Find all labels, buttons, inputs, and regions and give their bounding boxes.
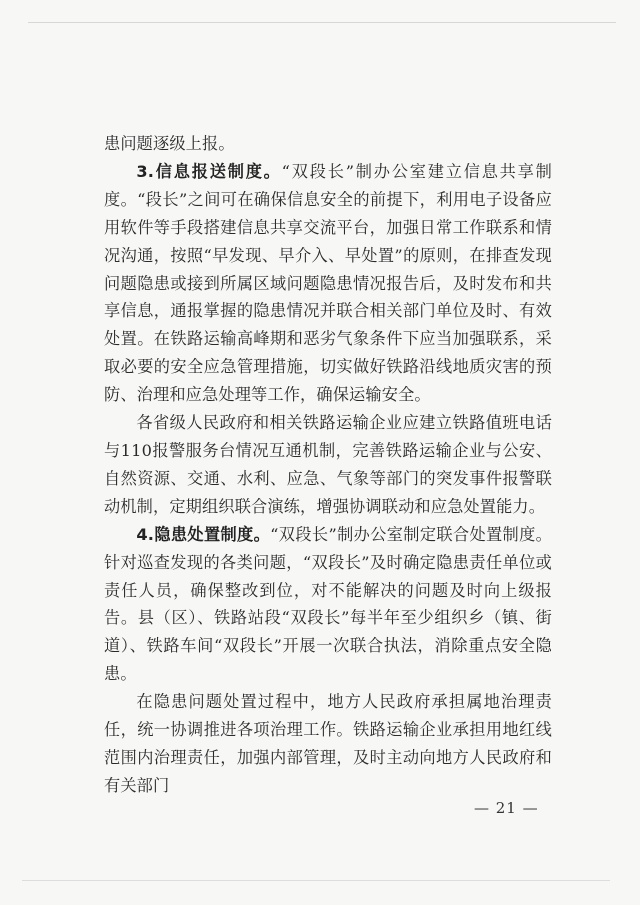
paragraph-4 xyxy=(104,521,552,688)
paragraph-1-text: 患问题逐级上报。 xyxy=(104,134,235,153)
paragraph-3 xyxy=(104,409,552,521)
paragraph-2-text: “双段长”制办公室建立信息共享制度。“段长”之间可在确保信息安全的前提下，利用电子设备应用软件等手段搭建信息共享交流平台，加强日常工作联系和情况沟通，按照“早发现、早介入、早处置”的原则，在排查发现问题隐患或接到所属区域问题隐患情况报告后，及时发布和共享信息，通报掌握的隐患情况并联合相关部门单位及时、有效处置。在铁路运输高峰期和恶劣气象条件下应当加强联系，采取必要的安全应急管理措施，切实做好铁路沿线地质灾害的预防、治理和应急处理等工作，确保运输安全。 xyxy=(104,161,552,405)
scan-edge-top xyxy=(28,22,616,23)
document-body xyxy=(104,130,552,800)
paragraph-1 xyxy=(104,130,552,158)
section-heading-3: 3.信息报送制度。 xyxy=(136,161,282,181)
paragraph-4-text: “双段长”制办公室制定联合处置制度。针对巡查发现的各类问题，“双段长”及时确定隐患责任单位或责任人员，确保整改到位，对不能解决的问题及时向上级报告。县（区）、铁路站段“双段长”每半年至少组织乡（镇、街道）、铁路车间“双段长”开展一次联合执法，消除重点安全隐患。 xyxy=(104,524,552,684)
scan-edge-bottom xyxy=(22,880,610,881)
page-number: — 21 — xyxy=(474,799,539,817)
paragraph-5 xyxy=(104,688,552,800)
section-heading-4: 4.隐患处置制度。 xyxy=(136,524,271,544)
paragraph-2 xyxy=(104,158,552,409)
paragraph-3-text: 各省级人民政府和相关铁路运输企业应建立铁路值班电话与110报警服务台情况互通机制，完善铁路运输企业与公安、自然资源、交通、水利、应急、气象等部门的突发事件报警联动机制，定期组织联合演练，增强协调联动和应急处置能力。 xyxy=(104,413,552,516)
paragraph-5-text: 在隐患问题处置过程中，地方人民政府承担属地治理责任，统一协调推进各项治理工作。铁路运输企业承担用地红线范围内治理责任，加强内部管理，及时主动向地方人民政府和有关部门 xyxy=(104,692,552,795)
